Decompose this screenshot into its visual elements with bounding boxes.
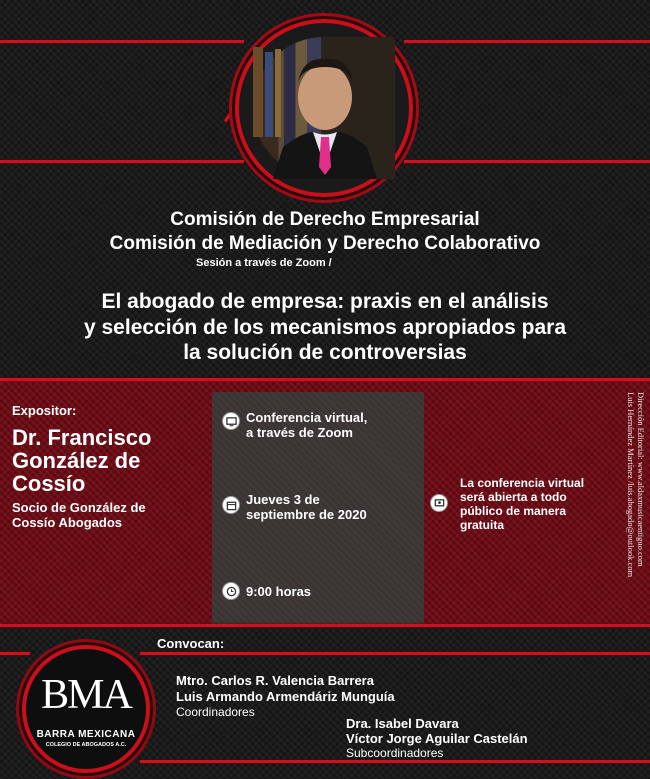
logo-subtitle: COLEGIO DE ABOGADOS A.C. (45, 742, 127, 748)
barra-mexicana-logo (22, 645, 150, 773)
top-rule-left-b (0, 160, 244, 163)
calendar-icon (222, 496, 240, 514)
speaker-role-2: Cossío Abogados (12, 515, 123, 530)
coordinator-2: Luis Armando Armendáriz Munguía (176, 689, 395, 704)
subcoordinator-2: Víctor Jorge Aguilar Castelán (346, 731, 528, 746)
top-rule-right-b (404, 160, 650, 163)
logo-name: BARRA MEXICANA (36, 729, 136, 740)
subcoordinators-role: Subcoordinadores (346, 746, 444, 760)
talk-title-line-3: la solución de controversias (183, 341, 467, 364)
speaker-label: Expositor: (12, 403, 77, 418)
bottom-rule-a (140, 652, 650, 655)
logo-mark: BMA (41, 672, 131, 718)
format-line-1: Conferencia virtual, (246, 410, 368, 425)
subcoordinator-1: Dra. Isabel Davara (346, 716, 459, 731)
credit-line-1: Dirección Editorial: www.aldaxmusicaentiguo.com (636, 392, 646, 567)
access-line-3: público de manera (460, 504, 567, 518)
speaker-name-3: Cossío (12, 471, 86, 496)
speaker-name-1: Dr. Francisco (12, 425, 152, 450)
session-note: Sesión a través de Zoom / (196, 257, 332, 269)
coordinator-1: Mtro. Carlos R. Valencia Barrera (176, 673, 374, 688)
editorial-credits (626, 392, 646, 620)
credit-line-2: Luis Hernández Martínez /luis.abogado@outlook.com (626, 392, 636, 578)
clock-icon (222, 582, 240, 600)
top-rule-left-a (0, 40, 244, 43)
speaker-photo (253, 37, 395, 179)
top-rule-right-a (404, 40, 650, 43)
date-line-1: Jueves 3 de (246, 492, 320, 507)
time-text: 9:00 horas (246, 584, 312, 599)
bottom-rule-b (140, 760, 650, 763)
bottom-rule-left (0, 652, 30, 655)
band-bottom-rule (0, 624, 650, 627)
speaker-role-1: Socio de González de (12, 500, 146, 515)
speaker-photo-frame (235, 19, 413, 197)
access-line-1: La conferencia virtual (460, 476, 585, 490)
commission-2: Comisión de Mediación y Derecho Colaborativo (109, 233, 541, 254)
speaker-name-2: González de (12, 448, 141, 473)
access-line-2: será abierta a todo (460, 490, 567, 504)
convocan-label: Convocan: (157, 636, 225, 651)
format-line-2: a través de Zoom (246, 425, 353, 440)
talk-title-line-2: y selección de los mecanismos apropiados para (83, 316, 567, 339)
commission-1: Comisión de Derecho Empresarial (170, 209, 480, 230)
computer-icon (222, 412, 240, 430)
date-line-2: septiembre de 2020 (246, 507, 367, 522)
coordinators-role: Coordinadores (176, 705, 255, 719)
access-line-4: gratuita (460, 518, 505, 532)
talk-title-line-1: El abogado de empresa: praxis en el análisis (101, 290, 549, 313)
public-access-icon (430, 494, 448, 512)
